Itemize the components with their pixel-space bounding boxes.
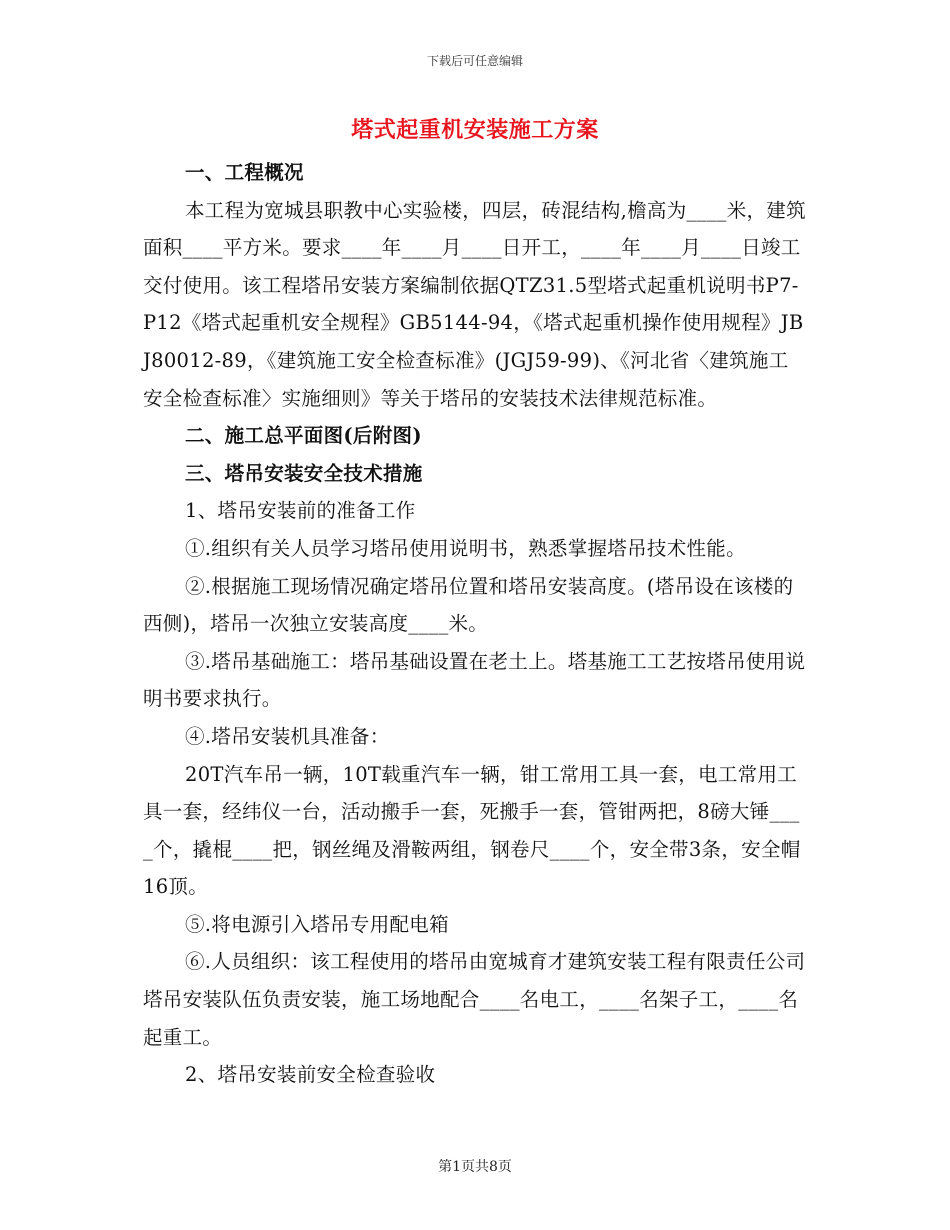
document-title: 塔式起重机安装施工方案 — [351, 117, 599, 143]
section-heading-safety-measures: 三、塔吊安装安全技术措施 — [185, 461, 423, 485]
prep-item-2: ②.根据施工现场情况确定塔吊位置和塔吊安装高度。(塔吊设在该楼的西侧)，塔吊一次独立安装高度____米。 — [143, 574, 794, 636]
equipment-list: 20T汽车吊一辆，10T载重汽车一辆，钳工常用工具一套，电工常用工具一套，经纬仪一台，活动搬手一套，死搬手一套，管钳两把，8磅大锤____个，撬棍____把，钢丝绳及滑鞍两组，钢卷尺____个，安全带3条，安全帽16顶。 — [143, 762, 801, 899]
prep-item-3: ③.塔吊基础施工：塔吊基础设置在老土上。塔基施工工艺按塔吊使用说明书要求执行。 — [143, 649, 806, 711]
prep-item-4: ④.塔吊安装机具准备： — [185, 724, 390, 748]
page-header: 下载后可任意编辑 — [426, 54, 523, 68]
prep-item-5: ⑤.将电源引入塔吊专用配电箱 — [185, 912, 449, 936]
prep-item-6: ⑥.人员组织：该工程使用的塔吊由宽城育才建筑安装工程有限责任公司塔吊安装队伍负责安装，施工场地配合____名电工，____名架子工，____名起重工。 — [143, 950, 806, 1049]
document-body — [143, 154, 808, 1094]
prep-item-1: ①.组织有关人员学习塔吊使用说明书，熟悉掌握塔吊技术性能。 — [185, 536, 746, 560]
section-heading-overview: 一、工程概况 — [185, 161, 304, 184]
subheading-inspection: 2、塔吊安装前安全检查验收 — [185, 1063, 436, 1087]
page-footer: 第1页共8页 — [438, 1159, 512, 1175]
section-heading-site-plan: 二、施工总平面图(后附图) — [185, 424, 422, 448]
overview-paragraph: 本工程为宽城县职教中心实验楼，四层，砖混结构,檐高为____米，建筑面积____平方米。要求____年____月____日开工，____年____月____日竣工交付使用。该工程塔吊安装方案编制依据QTZ31.5型塔式起重机说明书P7-P12《塔式起重机安全规程》GB5144-94，《塔式起重机操作使用规程》JBJ80012-89，《建筑施工安全检查标准》(JGJ59-99)、《河北省〈建筑施工安全检查标准〉实施细则》等关于塔吊的安装技术法律规范标准。 — [143, 198, 806, 410]
subheading-preparation: 1、塔吊安装前的准备工作 — [185, 499, 416, 523]
